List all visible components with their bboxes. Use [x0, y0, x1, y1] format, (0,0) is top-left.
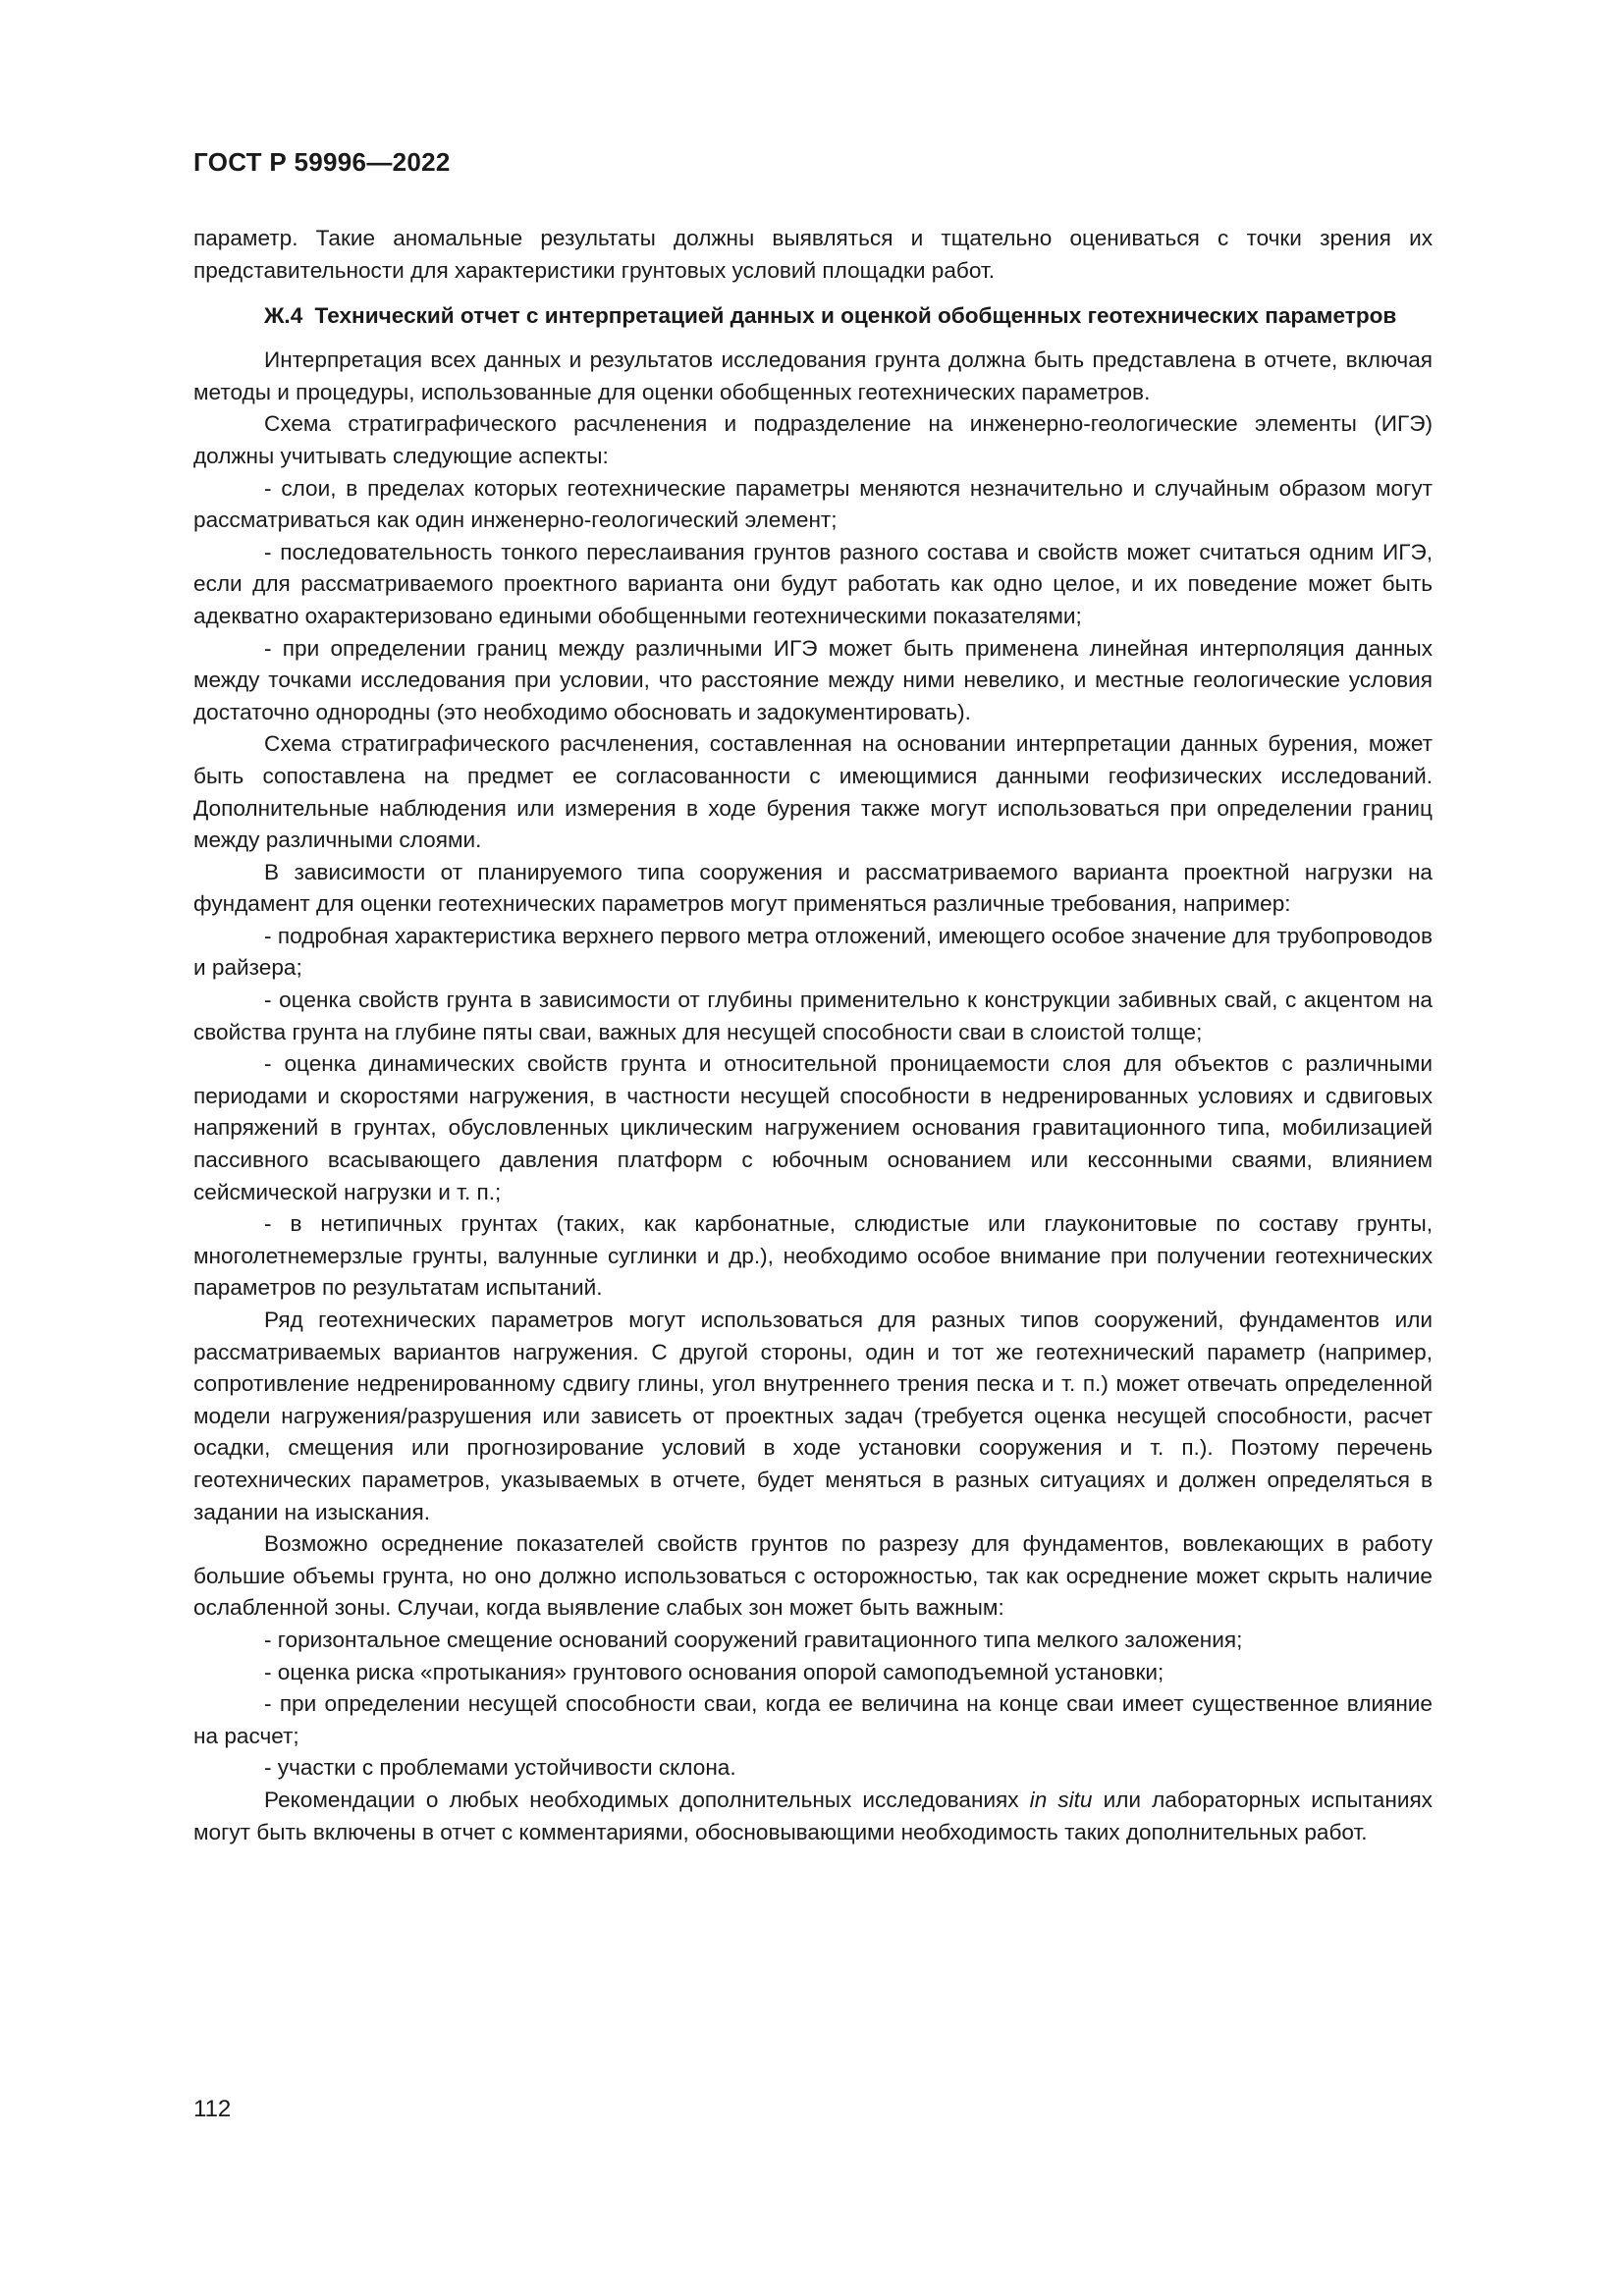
paragraph: Схема стратиграфического расчленения, составленная на основании интерпретации данных бурения, может быть сопоставлена на предмет ее согласованности с имеющимися данными геофизических исследований. Дополнительные наблюдения или измерения в ходе бурения также могут использоваться при определении границ между различными слоями.	[193, 731, 1433, 853]
paragraph: Возможно осреднение показателей свойств грунтов по разрезу для фундаментов, вовлекающих в работу большие объемы грунта, но оно должно использоваться с осторожностью, так как осреднение может скрыть наличие ослабленной зоны. Случаи, когда выявление слабых зон может быть важным:	[193, 1531, 1433, 1621]
paragraph-text: или лабораторных испытаниях могут быть включены в отчет с комментариями, обосновывающими необходимость таких дополнительных работ.	[193, 1787, 1433, 1844]
section-heading	[193, 300, 1433, 331]
list-item: - слои, в пределах которых геотехнические параметры меняются незначительно и случайным образом могут рассматриваться как один инженерно-геологический элемент;	[193, 475, 1433, 533]
section-title: Технический отчет с интерпретацией данных и оценкой обобщенных геотехнических параметров	[314, 303, 1397, 329]
list-item: - в нетипичных грунтах (таких, как карбонатные, слюдистые или глауконитовые по составу грунты, многолетнемерзлые грунты, валунные суглинки и др.), необходимо особое внимание при получении геотехнических параметров по результатам испытаний.	[193, 1211, 1433, 1301]
list-item: - при определении границ между различными ИГЭ может быть применена линейная интерполяция данных между точками исследования при условии, что расстояние между ними невелико, и местные геологические условия достаточно однородны (это необходимо обосновать и задокументировать).	[193, 635, 1433, 724]
paragraph-text: Рекомендации о любых необходимых дополнительных исследованиях	[264, 1787, 1030, 1812]
italic-term: in situ	[1029, 1787, 1093, 1812]
page-content	[193, 223, 1433, 1848]
paragraph: В зависимости от планируемого типа сооружения и рассматриваемого варианта проектной нагрузки на фундамент для оценки геотехнических параметров могут применяться различные требования, например:	[193, 859, 1433, 917]
paragraph	[193, 1785, 1433, 1848]
paragraph: Ряд геотехнических параметров могут использоваться для разных типов сооружений, фундаментов или рассматриваемых вариантов нагружения. С другой стороны, один и тот же геотехнический параметр (например, сопротивление недренированному сдвигу глины, угол внутреннего трения песка и т. п.) может отвечать определенной модели нагружения/разрушения или зависеть от проектных задач (требуется оценка несущей способности, расчет осадки, смещения или прогнозирование условий в ходе установки сооружения и т. п.). Поэтому перечень геотехнических параметров, указываемых в отчете, будет меняться в разных ситуациях и должен определяться в задании на изыскания.	[193, 1308, 1433, 1524]
intro-paragraph: параметр. Такие аномальные результаты должны выявляться и тщательно оцениваться с точки зрения их представительности для характеристики грунтовых условий площадки работ.	[193, 226, 1433, 283]
list-item: - оценка свойств грунта в зависимости от глубины применительно к конструкции забивных свай, с акцентом на свойства грунта на глубине пяты сваи, важных для несущей способности сваи в слоистой толще;	[193, 988, 1433, 1044]
list-item: - оценка риска «протыкания» грунтового основания опорой самоподъемной установки;	[264, 1659, 1164, 1684]
section-number: Ж.4	[264, 303, 303, 329]
list-item: - подробная характеристика верхнего первого метра отложений, имеющего особое значение для трубопроводов и райзера;	[193, 923, 1433, 981]
list-item: - последовательность тонкого переслаивания грунтов разного состава и свойств может считаться одним ИГЭ, если для рассматриваемого проектного варианта они будут работать как одно целое, и их поведение может быть адекватно охарактеризовано едиными обобщенными геотехническими показателями;	[193, 539, 1433, 628]
list-item: - горизонтальное смещение оснований сооружений гравитационного типа мелкого заложения;	[264, 1627, 1243, 1652]
page-number: 112	[193, 2096, 232, 2122]
paragraph: Схема стратиграфического расчленения и подразделение на инженерно-геологические элементы (ИГЭ) должны учитывать следующие аспекты:	[193, 411, 1433, 468]
list-item: - при определении несущей способности сваи, когда ее величина на конце сваи имеет существенное влияние на расчет;	[193, 1691, 1433, 1748]
list-item: - оценка динамических свойств грунта и относительной проницаемости слоя для объектов с различными периодами и скоростями нагружения, в частности несущей способности в недренированных условиях и сдвиговых напряжений в грунтах, обусловленных циклическим нагружением основания гравитационного типа, мобилизацией пассивного всасывающего давления платформ с юбочным основанием или кессонными сваями, влиянием сейсмической нагрузки и т. п.;	[193, 1051, 1433, 1204]
paragraph: Интерпретация всех данных и результатов исследования грунта должна быть представлена в отчете, включая методы и процедуры, использованные для оценки обобщенных геотехнических параметров.	[193, 347, 1433, 404]
document-header: ГОСТ Р 59996—2022	[193, 147, 451, 177]
list-item: - участки с проблемами устойчивости склона.	[264, 1755, 736, 1781]
